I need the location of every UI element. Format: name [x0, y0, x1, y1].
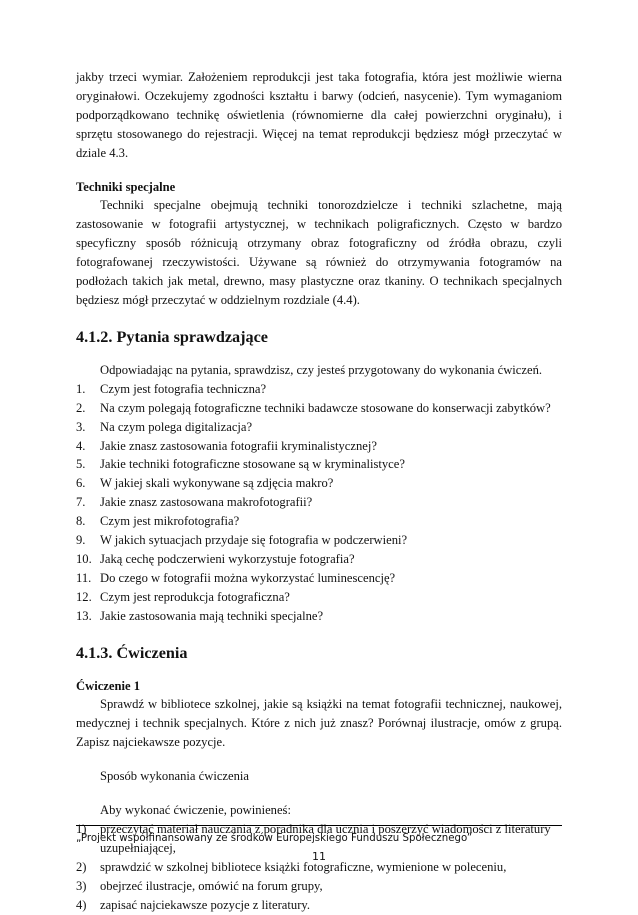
list-item: 13. Jakie zastosowania mają techniki specjalne?	[76, 608, 324, 623]
exercise-1-heading: Ćwiczenie 1	[76, 678, 140, 693]
special-techniques-heading: Techniki specjalne	[76, 179, 176, 194]
list-item: 5. Jakie techniki fotograficzne stosowane są w kryminalistyce?	[76, 457, 405, 472]
intro-paragraph: jakby trzeci wymiar. Założeniem reprodukcji jest taka fotografia, która jest możliwie wierna oryginałowi. Oczekujemy zgodności kształtu i barwy (odcień, nasycenie). Tym wymaganiom podporządkowano technikę oświetlenia (równomierne dla całej powierzchni oryginału), i sprzętu stosowanego do rejestracji. Więcej na temat reprodukcji będziesz mógł przeczytać w dziale 4.3.	[76, 70, 562, 160]
list-item: 6. W jakiej skali wykonywane są zdjęcia makro?	[76, 476, 334, 491]
should-label: Aby wykonać ćwiczenie, powinieneś:	[100, 803, 291, 818]
footer-divider	[76, 825, 562, 826]
footer-text: „Projekt współfinansowany ze środków Europejskiego Funduszu Społecznego”	[76, 833, 473, 844]
list-item: 7. Jakie znasz zastosowana makrofotografii?	[76, 495, 313, 510]
questions-section-title: 4.1.2. Pytania sprawdzające	[76, 327, 268, 346]
list-item: 11. Do czego w fotografii można wykorzystać luminescencję?	[76, 570, 396, 585]
page-content	[76, 68, 562, 915]
list-item: 3. Na czym polega digitalizacja?	[76, 419, 253, 434]
list-item: 12. Czym jest reprodukcja fotograficzna?	[76, 589, 290, 604]
list-item: 4. Jakie znasz zastosowania fotografii kryminalistycznej?	[76, 438, 377, 453]
exercise-1-text: Sprawdź w bibliotece szkolnej, jakie są książki na temat fotografii technicznej, naukowej, medycznej i technik specjalnych. Które z nich już znasz? Porównaj ilustracje, omów z grupą. Zapisz najciekawsze pozycje.	[76, 697, 562, 750]
list-item: 4) zapisać najciekawsze pozycje z literatury.	[76, 897, 311, 912]
list-item: 10. Jaką cechę podczerwieni wykorzystuje fotografia?	[76, 551, 355, 566]
method-label: Sposób wykonania ćwiczenia	[100, 769, 249, 784]
questions-list	[76, 380, 562, 626]
list-item: 2) sprawdzić w szkolnej bibliotece książki fotograficzne, wymienione w poleceniu,	[76, 859, 507, 874]
exercises-section-title: 4.1.3. Ćwiczenia	[76, 643, 188, 662]
list-item: 9. W jakich sytuacjach przydaje się fotografia w podczerwieni?	[76, 533, 408, 548]
list-item: 1) przeczytać materiał nauczania z poradnika dla ucznia i poszerzyć wiadomości z literatury uzupełniającej,	[76, 822, 551, 855]
page-number: 11	[312, 850, 326, 863]
questions-intro: Odpowiadając na pytania, sprawdzisz, czy jesteś przygotowany do wykonania ćwiczeń.	[100, 362, 543, 377]
list-item: 1. Czym jest fotografia techniczna?	[76, 381, 267, 396]
list-item: 2. Na czym polegają fotograficzne techniki badawcze stosowane do konserwacji zabytków?	[76, 400, 551, 415]
list-item: 8. Czym jest mikrofotografia?	[76, 514, 240, 529]
list-item: 3) obejrzeć ilustracje, omówić na forum grupy,	[76, 878, 323, 893]
special-techniques-paragraph: Techniki specjalne obejmują techniki tonorozdzielcze i techniki szlachetne, mają zastosowanie w fotografii artystycznej, w technikach poligraficznych. Często w bardzo specyficzny sposób różnicują otrzymany obraz fotograficzny od źródła obrazu, czyli fotografowanej rzeczywistości. Używane są również do otrzymywania fotogramów na podłożach takich jak metal, drewno, masy plastyczne oraz tkaniny. O technikach specjalnych będziesz mógł przeczytać w oddzielnym rozdziale (4.4).	[76, 198, 562, 307]
